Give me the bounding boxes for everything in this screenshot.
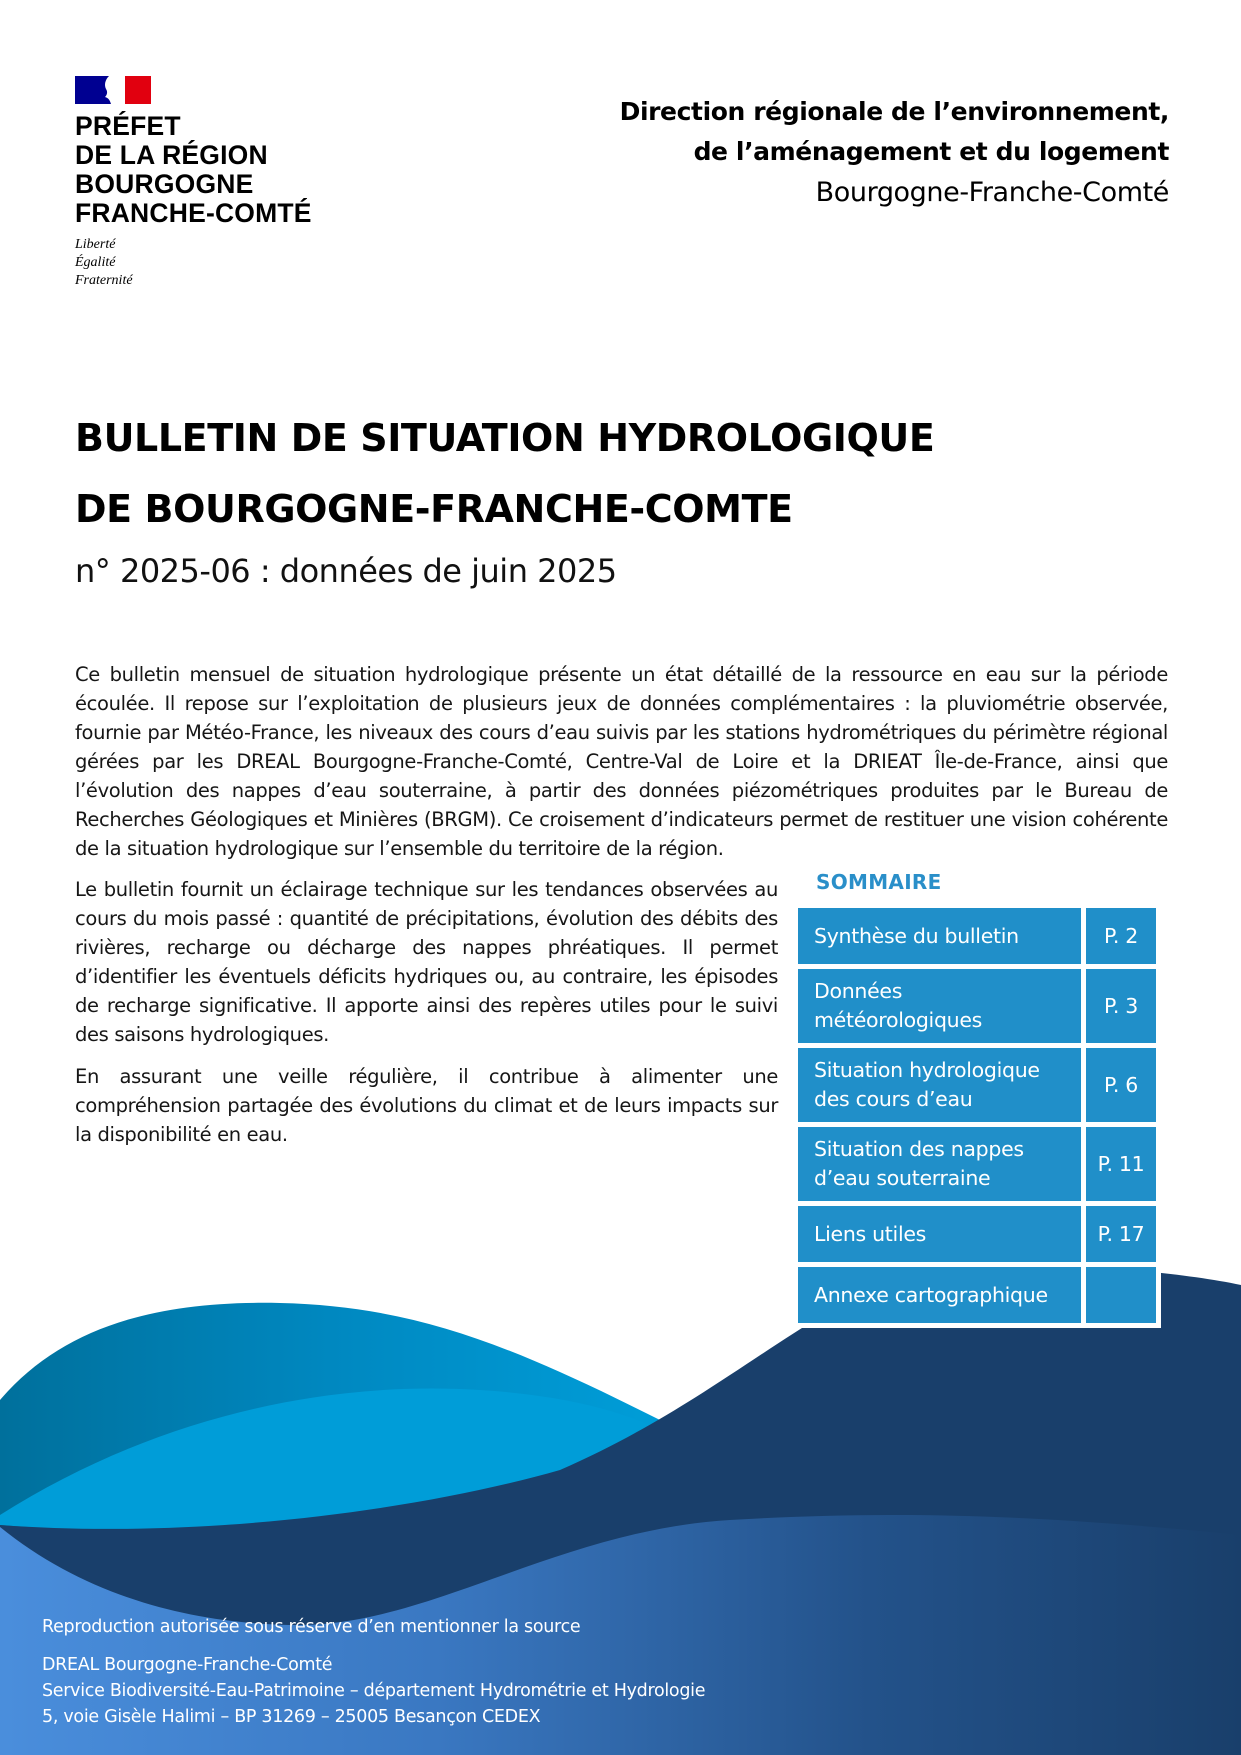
motto-liberte: Liberté (75, 237, 116, 252)
toc-item-page[interactable]: P. 2 (1086, 908, 1156, 964)
toc-item-page[interactable]: P. 17 (1086, 1206, 1156, 1262)
dreal-line-2: de l’aménagement et du logement (693, 137, 1169, 166)
toc-item-label[interactable]: Données météorologiques (798, 969, 1081, 1043)
description-paragraph: Le bulletin fournit un éclairage technique sur les tendances observées au cours du mois passé : quantité de précipitations, évolution des débits des rivières, recharge ou décharge des nappes phréatiques. Il permet d’identifier les éventuels déficits hydriques ou, au contraire, les épisodes de recharge significative. Il apporte ainsi des repères utiles pour le suivi des saisons hydrologiques. (75, 877, 778, 1046)
logo-line: PRÉFET (75, 111, 181, 141)
marianne-profile-icon (101, 76, 125, 104)
toc-item-page[interactable] (1086, 1267, 1156, 1323)
toc-table (793, 903, 1161, 1328)
toc-item-label[interactable]: Situation des nappes d’eau souterraine (798, 1127, 1081, 1201)
logo-line: DE LA RÉGION (75, 140, 268, 170)
table-of-contents (798, 870, 1164, 1323)
issue-number: n° 2025-06 : données de juin 2025 (75, 552, 617, 590)
toc-row[interactable] (798, 908, 1156, 964)
toc-item-page[interactable]: P. 11 (1086, 1127, 1156, 1201)
footer (42, 1614, 705, 1730)
motto-fraternite: Fraternité (75, 273, 133, 288)
reproduction-notice: Reproduction autorisée sous réserve d’en mentionner la source (42, 1617, 581, 1637)
toc-item-label[interactable]: Synthèse du bulletin (798, 908, 1081, 964)
toc-row[interactable] (798, 1267, 1156, 1323)
footer-org: DREAL Bourgogne-Franche-Comté (42, 1655, 333, 1675)
footer-service: Service Biodiversité-Eau-Patrimoine – département Hydrométrie et Hydrologie (42, 1681, 706, 1701)
bulletin-title-block (75, 403, 934, 591)
dreal-line-1: Direction régionale de l’environnement, (619, 97, 1169, 126)
intro-paragraph: Ce bulletin mensuel de situation hydrologique présente un état détaillé de la ressource en eau sur la période écoulée. Il repose sur l’exploitation de plusieurs jeux de données complémentaires : la pluviométrie observée, fournie par Météo-France, les niveaux des cours d’eau suivis par les stations hydrométriques du périmètre régional gérées par les DREAL Bourgogne-Franche-Comté, Centre-Val de Loire et la DRIEAT Île-de-France, ainsi que l’évolution des nappes d’eau souterraine, à partir des données piézométriques produites par le Bureau de Recherches Géologiques et Minières (BRGM). Ce croisement d’indicateurs permet de restituer une vision cohérente de la situation hydrologique sur l’ensemble du territoire de la région. (75, 662, 1168, 860)
toc-row[interactable] (798, 1048, 1156, 1122)
toc-item-label[interactable]: Annexe cartographique (798, 1267, 1081, 1323)
footer-address: 5, voie Gisèle Halimi – BP 31269 – 25005 Besançon CEDEX (42, 1707, 541, 1727)
motto-egalite: Égalité (75, 255, 116, 270)
toc-item-label[interactable]: Situation hydrologique des cours d’eau (798, 1048, 1081, 1122)
title-line-2: DE BOURGOGNE-FRANCHE-COMTE (75, 487, 793, 531)
logo-line: BOURGOGNE (75, 169, 254, 199)
closing-paragraph: En assurant une veille régulière, il contribue à alimenter une compréhension partagée des évolutions du climat et de leurs impacts sur la disponibilité en eau. (75, 1064, 778, 1146)
toc-row[interactable] (798, 1206, 1156, 1262)
toc-item-page[interactable]: P. 3 (1086, 969, 1156, 1043)
toc-row[interactable] (798, 1127, 1156, 1201)
toc-item-label[interactable]: Liens utiles (798, 1206, 1081, 1262)
toc-row[interactable] (798, 969, 1156, 1043)
title-line-1: BULLETIN DE SITUATION HYDROLOGIQUE (75, 416, 935, 460)
prefet-logo (75, 76, 345, 290)
logo-line: FRANCHE-COMTÉ (75, 198, 312, 228)
toc-title: SOMMAIRE (816, 870, 942, 894)
dreal-header (620, 92, 1169, 214)
toc-item-page[interactable]: P. 6 (1086, 1048, 1156, 1122)
dreal-region: Bourgogne-Franche-Comté (815, 177, 1169, 208)
marianne-flag-icon (75, 76, 151, 104)
republic-motto (75, 236, 345, 290)
